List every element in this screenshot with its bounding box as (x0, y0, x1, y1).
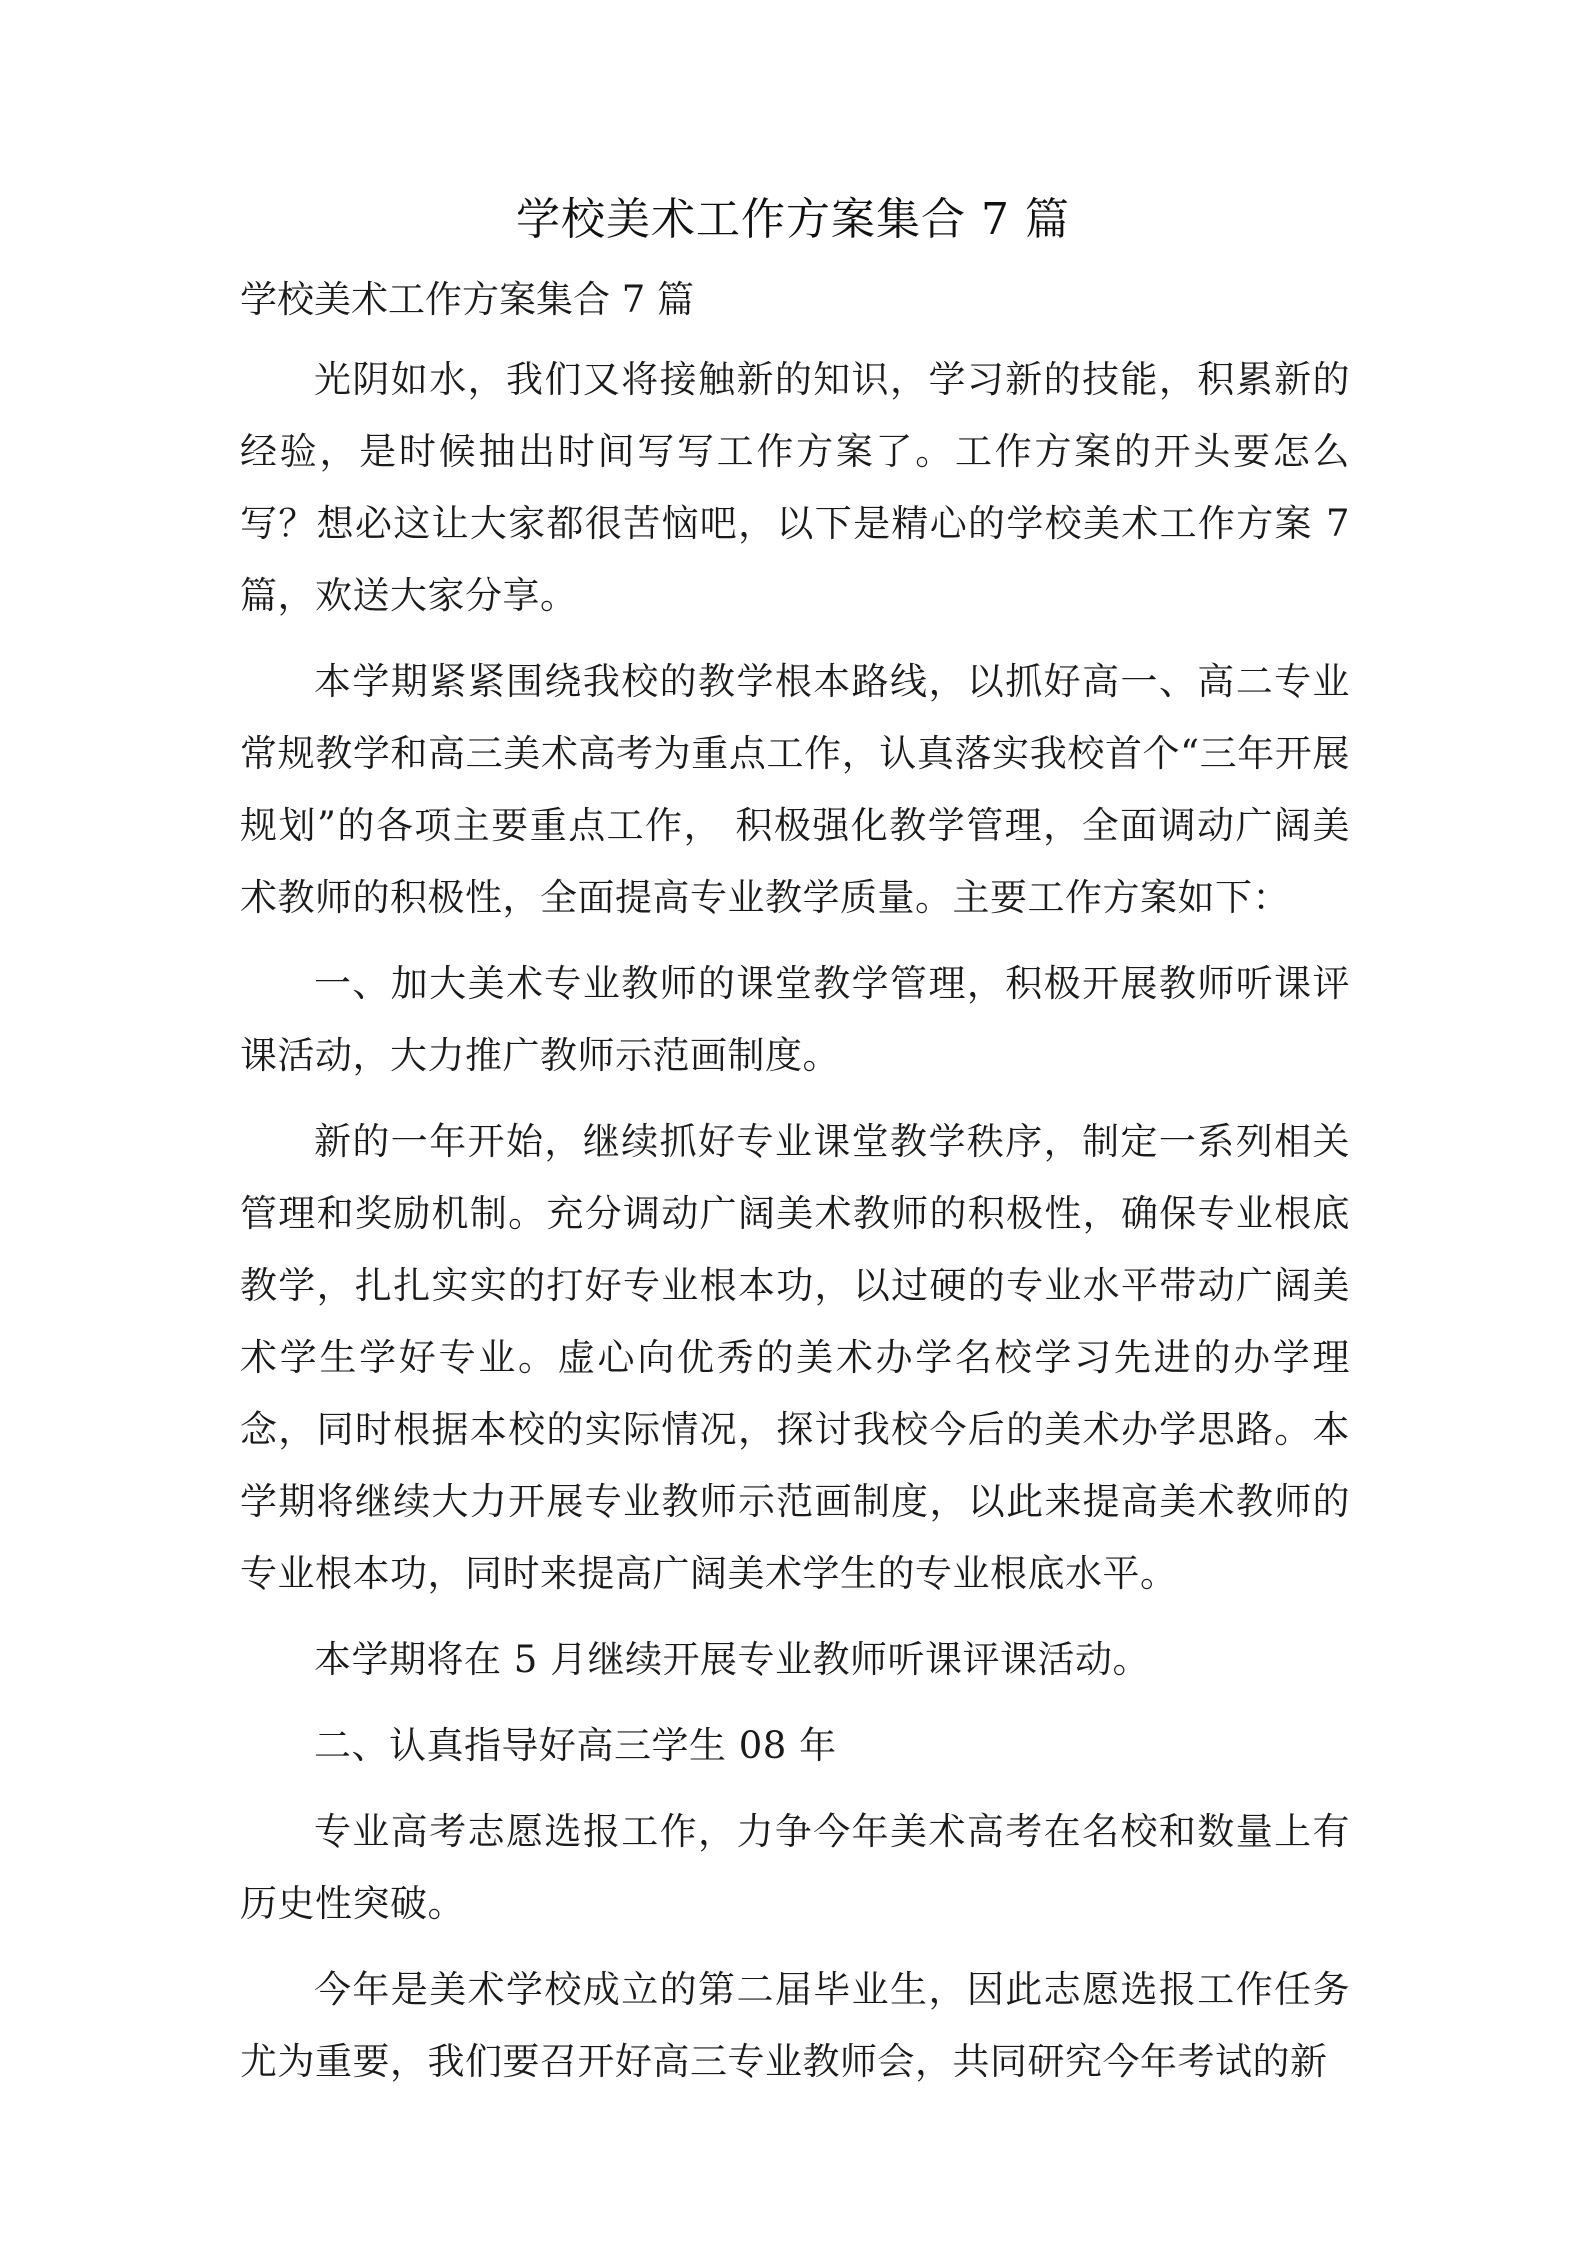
paragraph-may-activity: 本学期将在 5 月继续开展专业教师听课评课活动。 (314, 1638, 1151, 1681)
paragraph-intro: 光阴如水，我们又将接触新的知识，学习新的技能，积累新的经验，是时候抽出时间写写工作方案了。工作方案的开头要怎么写？想必这让大家都很苦恼吧，以下是精心的学校美术工作方案 7 篇，欢送大家分享。 (240, 358, 1350, 617)
paragraph-section-one-heading: 一、加大美术专业教师的课堂教学管理，积极开展教师听课评课活动，大力推广教师示范画制度。 (240, 962, 1350, 1077)
paragraph-section-two-body: 今年是美术学校成立的第二届毕业生，因此志愿选报工作任务尤为重要，我们要召开好高三专业教师会，共同研究今年考试的新 (240, 1968, 1350, 2083)
document-title: 学校美术工作方案集合 7 篇 (516, 194, 1070, 245)
document-subtitle: 学校美术工作方案集合 7 篇 (240, 278, 695, 321)
paragraph-section-one-body: 新的一年开始，继续抓好专业课堂教学秩序，制定一系列相关管理和奖励机制。充分调动广阔美术教师的积极性，确保专业根底教学，扎扎实实的打好专业根本功，以过硬的专业水平带动广阔美术学生学好专业。虚心向优秀的美术办学名校学习先进的办学理念，同时根据本校的实际情况，探讨我校今后的美术办学思路。本学期将继续大力开展专业教师示范画制度，以此来提高美术教师的专业根本功，同时来提高广阔美术学生的专业根底水平。 (240, 1120, 1350, 1595)
paragraph-semester-goal: 本学期紧紧围绕我校的教学根本路线，以抓好高一、高二专业常规教学和高三美术高考为重点工作，认真落实我校首个“三年开展规划”的各项主要重点工作， 积极强化教学管理，全面调动广阔美术教师的积极性，全面提高专业教学质量。主要工作方案如下： (240, 660, 1350, 919)
paragraph-section-two-heading: 二、认真指导好高三学生 08 年 (314, 1724, 837, 1767)
document-body (240, 344, 1350, 2112)
paragraph-section-two-goal: 专业高考志愿选报工作，力争今年美术高考在名校和数量上有历史性突破。 (240, 1810, 1350, 1925)
